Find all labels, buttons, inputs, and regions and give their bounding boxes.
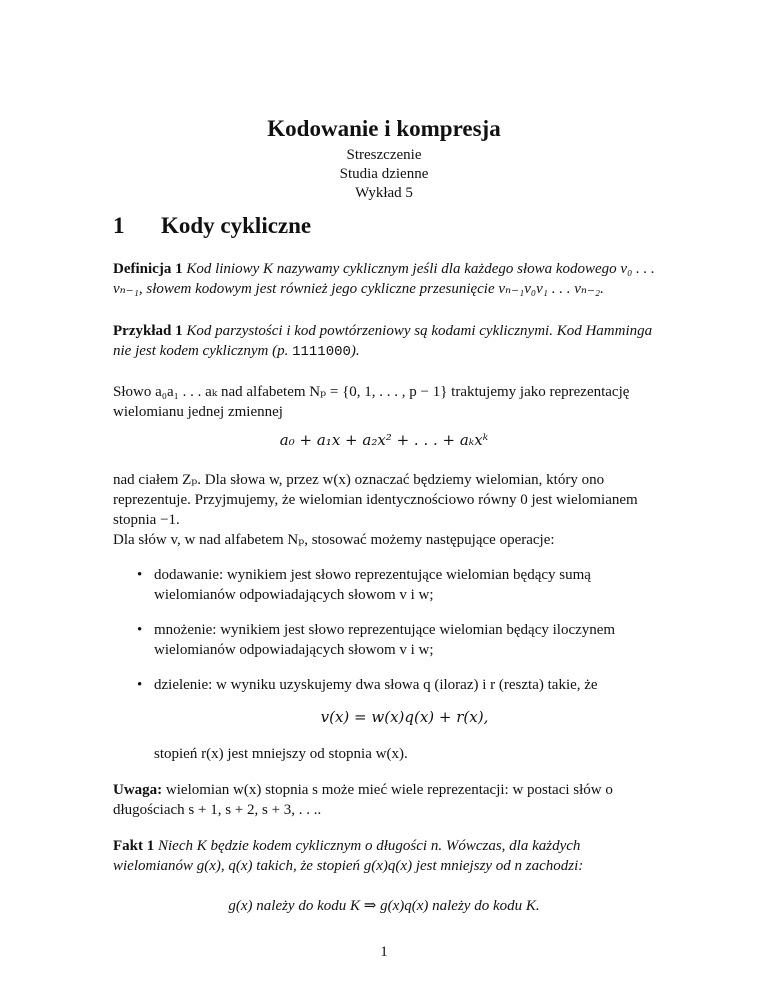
fact-block	[113, 836, 655, 876]
definition-text: Kod liniowy K nazywamy cyklicznym jeśli dla każdego słowa kodowego v₀ . . . vₙ₋₁, słowem kodowym jest również jego cykliczne przesunięcie vₙ₋₁v₀v₁ . . . vₙ₋₂.	[113, 261, 655, 297]
example-code-word: 1111000	[292, 344, 351, 360]
subtitle-lecture: Wykład 5	[355, 185, 413, 201]
fact-label: Fakt 1	[113, 838, 155, 854]
example-label: Przykład 1	[113, 323, 183, 339]
definition-block	[113, 259, 655, 299]
bullet-icon: •	[137, 622, 143, 638]
page-number: 1	[380, 944, 388, 960]
section-title: Kody cykliczne	[161, 213, 312, 238]
section-number: 1	[113, 213, 125, 238]
formula-division: v(x) = w(x)q(x) + r(x),	[320, 708, 489, 726]
example-text: Kod parzystości i kod powtórzeniowy są kodami cyklicznymi. Kod Hamminga nie jest kodem cyklicznym (p.	[113, 323, 653, 359]
title-block	[0, 115, 768, 203]
bullet-icon: •	[137, 567, 143, 583]
formula-polynomial: a₀ + a₁x + a₂x² + . . . + aₖxᵏ	[279, 431, 489, 449]
fact-text: Niech K będzie kodem cyklicznym o długości n. Wówczas, dla każdych wielomianów g(x), q(x) takich, że stopień g(x)q(x) jest mniejszy od n zachodzi:	[113, 838, 584, 874]
division-note: stopień r(x) jest mniejszy od stopnia w(x).	[154, 746, 408, 762]
operation-addition: dodawanie: wynikiem jest słowo reprezentujące wielomian będący sumą wielomianów odpowiadających słowom v i w;	[154, 567, 591, 603]
remark-block	[113, 780, 655, 820]
example-text-end: ).	[350, 343, 360, 359]
paragraph-operations-intro: Dla słów v, w nad alfabetem Nₚ, stosować możemy następujące operacje:	[113, 532, 555, 548]
document-title: Kodowanie i kompresja	[267, 116, 501, 141]
paragraph-alphabet: Słowo a₀a₁ . . . aₖ nad alfabetem Nₚ = {0, 1, . . . , p − 1} traktujemy jako reprezentację wielomianu jednej zmiennej	[113, 384, 630, 420]
operation-division: dzielenie: w wyniku uzyskujemy dwa słowa q (iloraz) i r (reszta) takie, że	[154, 677, 598, 693]
remark-text: wielomian w(x) stopnia s może mieć wiele reprezentacji: w postaci słów o długościach s + 1, s + 2, s + 3, . . ..	[113, 782, 613, 818]
example-block	[113, 321, 655, 362]
formula-fact: g(x) należy do kodu K ⇒ g(x)q(x) należy do kodu K.	[228, 898, 540, 914]
definition-label: Definicja 1	[113, 261, 183, 277]
operation-multiplication: mnożenie: wynikiem jest słowo reprezentujące wielomian będący iloczynem wielomianów odpowiadających słowom v i w;	[154, 622, 616, 658]
remark-label: Uwaga:	[113, 782, 163, 798]
subtitle-summary: Streszczenie	[346, 147, 422, 163]
paragraph-field: nad ciałem Zₚ. Dla słowa w, przez w(x) oznaczać będziemy wielomian, który ono reprezentuje. Przyjmujemy, że wielomian identycznościowo równy 0 jest wielomianem stopnia −1.	[113, 472, 638, 528]
bullet-icon: •	[137, 677, 143, 693]
section-heading	[113, 213, 311, 239]
subtitle-study-mode: Studia dzienne	[339, 166, 429, 182]
